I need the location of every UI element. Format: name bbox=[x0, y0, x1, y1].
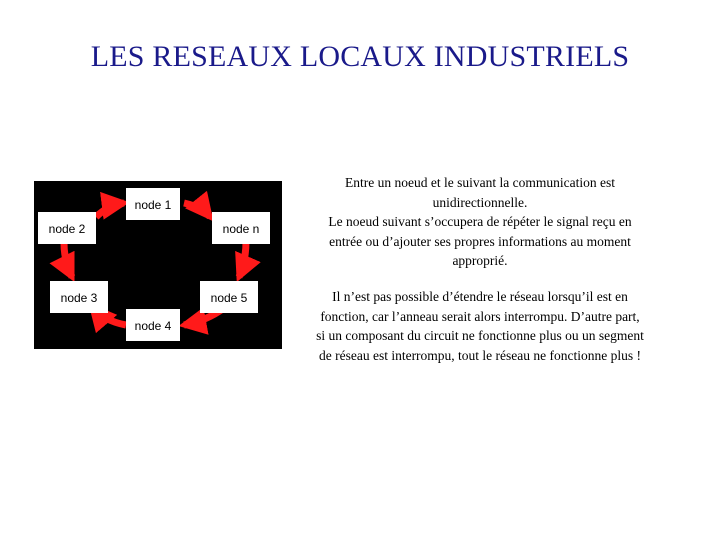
paragraph-line: Le noeud suivant s’occupera de répéter le signal reçu en bbox=[328, 214, 632, 229]
paragraph-line: Entre un noeud et le suivant la communication est bbox=[345, 175, 615, 190]
node-n bbox=[212, 212, 270, 244]
paragraph-line: approprié. bbox=[452, 253, 508, 268]
node-3 bbox=[50, 281, 108, 313]
paragraph-line: fonction, car l’anneau serait alors interrompu. D’autre part, bbox=[320, 308, 640, 324]
paragraph-line: de réseau est interrompu, tout le réseau ne fonctionne plus ! bbox=[318, 347, 642, 363]
node-n-label: node n bbox=[222, 222, 260, 236]
node-2 bbox=[38, 212, 96, 244]
paragraph-limitations bbox=[284, 287, 676, 365]
paragraph-communication bbox=[284, 173, 676, 271]
paragraph-line: entrée ou d’ajouter ses propres informations au moment bbox=[329, 233, 631, 249]
node-5 bbox=[200, 281, 258, 313]
node-4-label: node 4 bbox=[134, 319, 172, 333]
node-4 bbox=[126, 309, 180, 341]
node-2-label: node 2 bbox=[48, 222, 86, 236]
node-3-label: node 3 bbox=[60, 291, 98, 305]
node-5-label: node 5 bbox=[210, 291, 248, 305]
paragraph-line: unidirectionnelle. bbox=[432, 194, 528, 210]
slide-title: LES RESEAUX LOCAUX INDUSTRIELS bbox=[90, 40, 630, 73]
paragraph-line: Il n’est pas possible d’étendre le réseau lorsqu’il est en bbox=[332, 289, 628, 304]
ring-network-diagram bbox=[34, 181, 282, 349]
node-1-label: node 1 bbox=[134, 198, 172, 212]
node-1 bbox=[126, 188, 180, 220]
paragraph-line: si un composant du circuit ne fonctionne plus ou un segment bbox=[316, 328, 644, 343]
